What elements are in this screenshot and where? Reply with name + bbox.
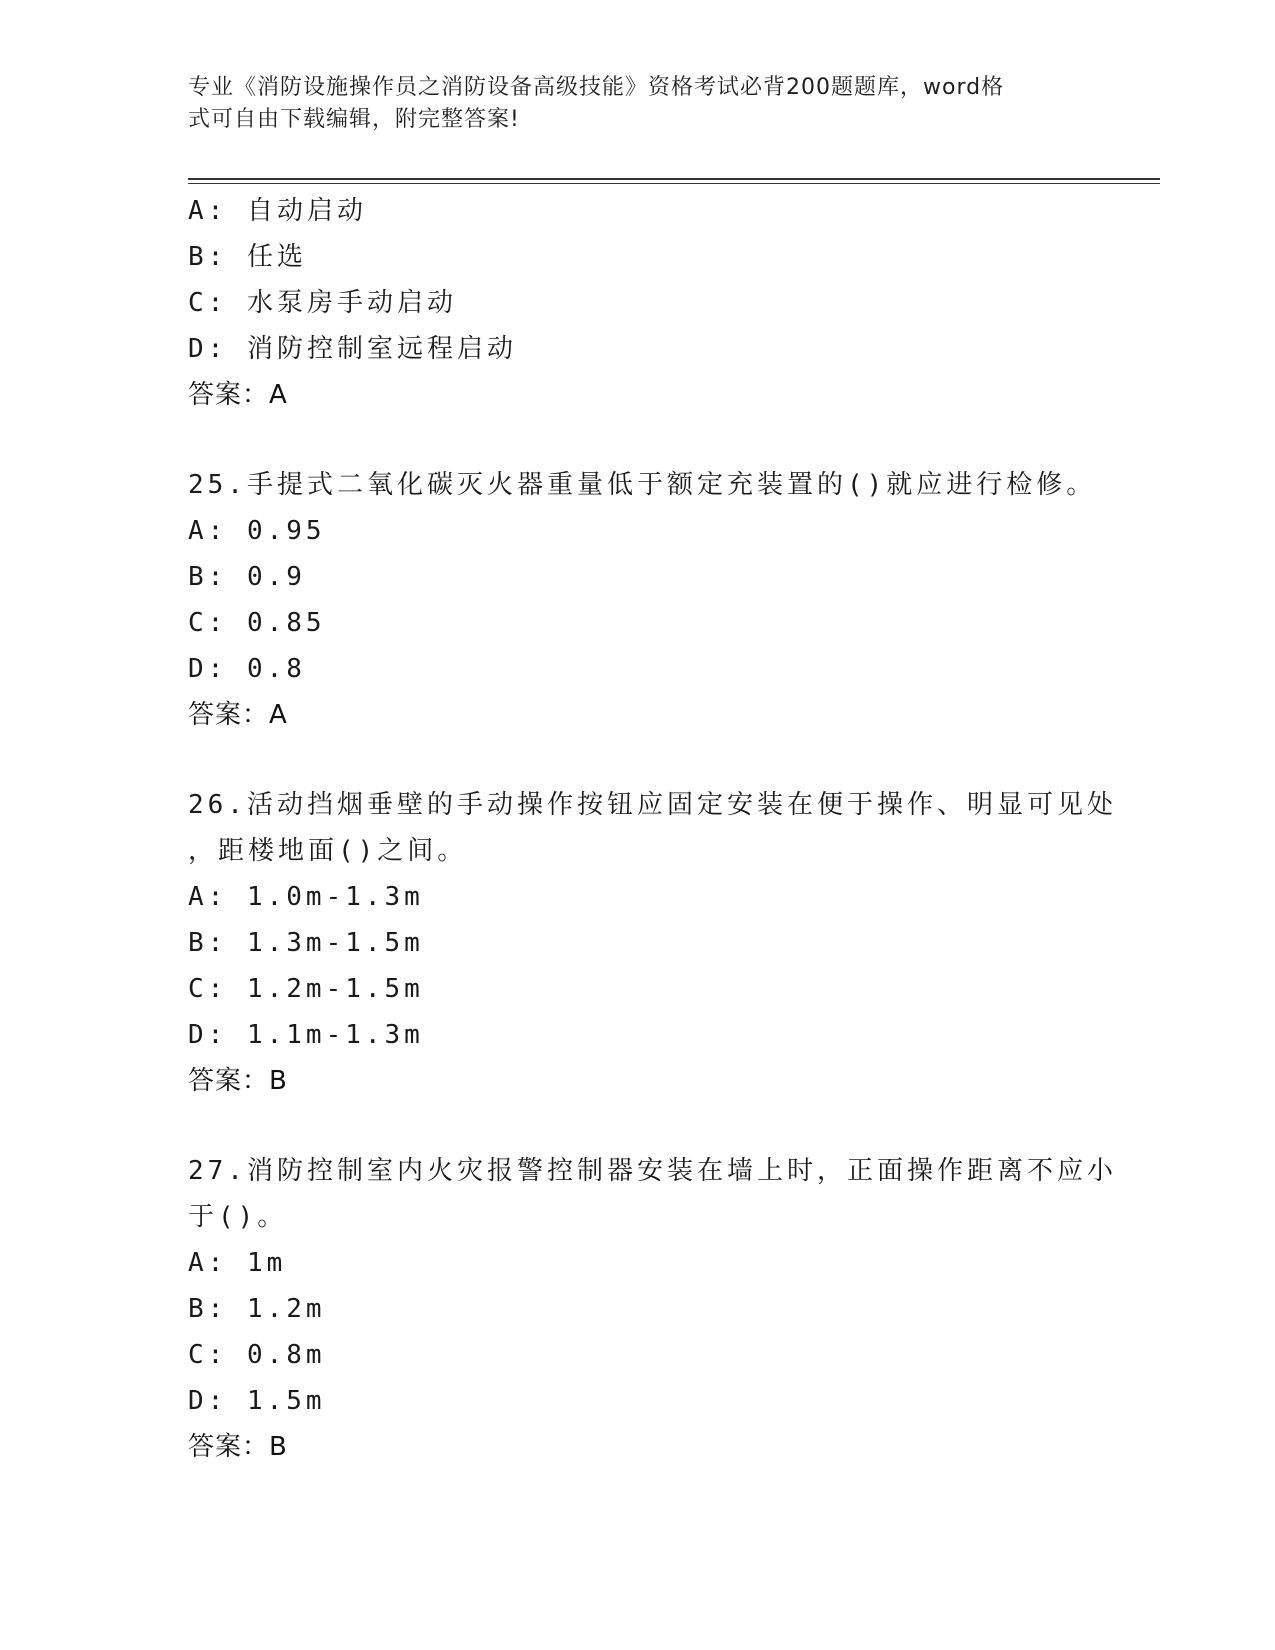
spacer (188, 418, 1088, 462)
answer-line: 答案：A (188, 700, 288, 730)
question-block-26 (188, 782, 1117, 1104)
question-block-continued (188, 188, 1088, 418)
question-text-continued: 于()。 (188, 1202, 288, 1232)
option-d: D: 消防控制室远程启动 (188, 334, 517, 364)
answer-line: 答案：B (188, 1066, 288, 1096)
header-line-1: 专业《消防设施操作员之消防设备高级技能》资格考试必背200题题库，word格 (188, 75, 1005, 100)
header-divider-thick (188, 178, 1160, 180)
option-c: C: 1.2m-1.5m (188, 974, 424, 1004)
question-text: 25.手提式二氧化碳灭火器重量低于额定充装置的()就应进行检修。 (188, 470, 1097, 500)
option-b: B: 任选 (188, 242, 307, 272)
question-block-25 (188, 462, 1097, 738)
question-list (188, 188, 1117, 1470)
header-divider-thin (188, 183, 1160, 184)
answer-line: 答案：B (188, 1432, 288, 1462)
spacer (188, 738, 1088, 782)
question-text: 27.消防控制室内火灾报警控制器安装在墙上时，正面操作距离不应小 (188, 1156, 1117, 1186)
option-a: A: 1.0m-1.3m (188, 882, 424, 912)
question-text-continued: ，距楼地面()之间。 (188, 836, 468, 866)
option-a: A: 0.95 (188, 516, 326, 546)
option-b: B: 1.2m (188, 1294, 326, 1324)
spacer (188, 1104, 1088, 1148)
option-d: D: 1.1m-1.3m (188, 1020, 424, 1050)
header-line-2: 式可自由下载编辑，附完整答案! (188, 107, 520, 132)
document-header (188, 72, 1088, 136)
question-block-27 (188, 1148, 1117, 1470)
option-a: A: 自动启动 (188, 196, 367, 226)
option-d: D: 1.5m (188, 1386, 326, 1416)
option-b: B: 0.9 (188, 562, 306, 592)
answer-line: 答案：A (188, 380, 288, 410)
option-c: C: 0.8m (188, 1340, 326, 1370)
option-c: C: 水泵房手动启动 (188, 288, 457, 318)
option-a: A: 1m (188, 1248, 287, 1278)
option-b: B: 1.3m-1.5m (188, 928, 424, 958)
option-d: D: 0.8 (188, 654, 306, 684)
option-c: C: 0.85 (188, 608, 326, 638)
question-text: 26.活动挡烟垂壁的手动操作按钮应固定安装在便于操作、明显可见处 (188, 790, 1117, 820)
